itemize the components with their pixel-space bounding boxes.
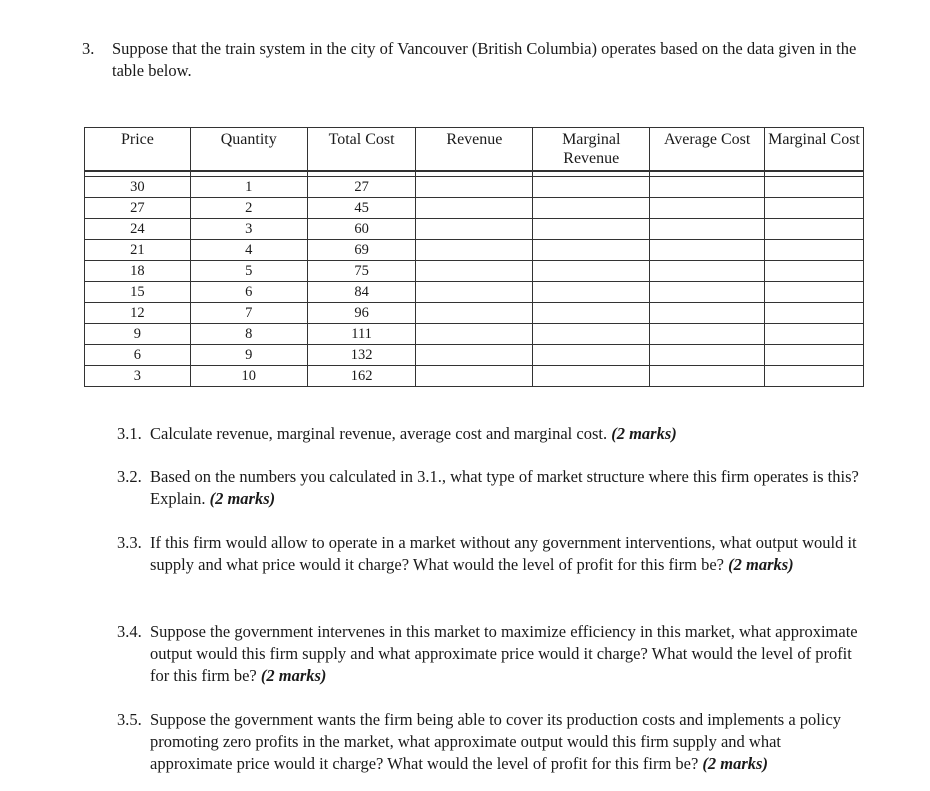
table-row — [85, 345, 864, 366]
cell-total-cost: 75 — [307, 261, 416, 282]
cell-price: 30 — [85, 177, 191, 198]
subquestion-number: 3.3. — [117, 533, 142, 552]
cell-total-cost: 96 — [307, 303, 416, 324]
cell-total-cost: 69 — [307, 240, 416, 261]
cell-marginal-revenue — [533, 240, 650, 261]
cell-average-cost — [650, 261, 765, 282]
cell-revenue — [416, 282, 533, 303]
cell-revenue — [416, 261, 533, 282]
table-row — [85, 261, 864, 282]
cell-marginal-revenue — [533, 345, 650, 366]
subquestion-text: Suppose the government wants the firm being able to cover its production costs and implements a policy promoting zero profits in the market, what approximate output would this firm supply and what approximate price would it charge? What would the level of profit for this firm be? — [150, 710, 842, 773]
cell-quantity: 5 — [190, 261, 307, 282]
header-price: Price — [85, 128, 191, 172]
table-row — [85, 240, 864, 261]
cell-revenue — [416, 366, 533, 387]
table-row — [85, 282, 864, 303]
subquestion-text: Suppose the government intervenes in this market to maximize efficiency in this market, what approximate output would this firm supply and what approximate price would it charge? What would the level of profit for this firm be? — [150, 622, 858, 685]
subquestion-text: Calculate revenue, marginal revenue, average cost and marginal cost. — [150, 424, 608, 443]
cell-total-cost: 27 — [307, 177, 416, 198]
cell-quantity: 3 — [190, 219, 307, 240]
subquestion-3-4 — [117, 621, 862, 687]
cell-price: 3 — [85, 366, 191, 387]
header-marginal-cost: Marginal Cost — [765, 128, 864, 172]
subquestion-number: 3.2. — [117, 467, 142, 486]
cell-quantity: 1 — [190, 177, 307, 198]
cell-price: 27 — [85, 198, 191, 219]
cell-average-cost — [650, 198, 765, 219]
cell-average-cost — [650, 324, 765, 345]
cell-price: 24 — [85, 219, 191, 240]
cell-quantity: 6 — [190, 282, 307, 303]
cell-revenue — [416, 198, 533, 219]
subquestion-marks: (2 marks) — [260, 666, 327, 685]
cell-average-cost — [650, 219, 765, 240]
cell-marginal-cost — [765, 198, 864, 219]
subquestion-body — [150, 532, 862, 576]
header-revenue: Revenue — [416, 128, 533, 172]
header-total-cost: Total Cost — [307, 128, 416, 172]
question-number: 3. — [82, 39, 95, 58]
cell-price: 15 — [85, 282, 191, 303]
cell-quantity: 4 — [190, 240, 307, 261]
table-row — [85, 303, 864, 324]
cell-marginal-cost — [765, 345, 864, 366]
subquestion-number: 3.5. — [117, 710, 142, 729]
question-3 — [82, 38, 882, 82]
cell-marginal-revenue — [533, 366, 650, 387]
cell-total-cost: 111 — [307, 324, 416, 345]
cell-marginal-cost — [765, 219, 864, 240]
cell-average-cost — [650, 240, 765, 261]
cell-revenue — [416, 324, 533, 345]
subquestion-body — [150, 466, 862, 510]
question-text: Suppose that the train system in the city of Vancouver (British Columbia) operates based on the data given in the table below. — [112, 39, 857, 80]
cell-revenue — [416, 219, 533, 240]
subquestion-3-2 — [117, 466, 862, 510]
header-average-cost: Average Cost — [650, 128, 765, 172]
header-quantity: Quantity — [190, 128, 307, 172]
cell-price: 12 — [85, 303, 191, 324]
cell-revenue — [416, 303, 533, 324]
subquestion-text: Based on the numbers you calculated in 3.1., what type of market structure where this firm operates is this? Explain. — [150, 467, 859, 508]
cell-revenue — [416, 240, 533, 261]
table-row — [85, 324, 864, 345]
cell-total-cost: 60 — [307, 219, 416, 240]
cell-marginal-cost — [765, 282, 864, 303]
cell-marginal-cost — [765, 303, 864, 324]
subquestion-marks: (2 marks) — [702, 754, 768, 773]
table-row — [85, 177, 864, 198]
subquestion-body — [150, 423, 862, 445]
subquestion-number: 3.1. — [117, 424, 142, 443]
subquestion-3-3 — [117, 532, 862, 576]
cell-average-cost — [650, 303, 765, 324]
subquestion-number: 3.4. — [117, 622, 142, 641]
data-table — [84, 127, 864, 387]
table-row — [85, 198, 864, 219]
cell-price: 6 — [85, 345, 191, 366]
cell-total-cost: 84 — [307, 282, 416, 303]
cell-quantity: 8 — [190, 324, 307, 345]
subquestion-marks: (2 marks) — [728, 555, 794, 574]
cell-average-cost — [650, 366, 765, 387]
cell-quantity: 2 — [190, 198, 307, 219]
cell-price: 9 — [85, 324, 191, 345]
cell-marginal-cost — [765, 261, 864, 282]
cell-marginal-revenue — [533, 177, 650, 198]
cell-total-cost: 132 — [307, 345, 416, 366]
cell-marginal-revenue — [533, 324, 650, 345]
cell-quantity: 9 — [190, 345, 307, 366]
table-row — [85, 219, 864, 240]
cell-average-cost — [650, 282, 765, 303]
table-row — [85, 366, 864, 387]
cell-marginal-cost — [765, 177, 864, 198]
subquestion-3-5 — [117, 709, 862, 775]
cell-total-cost: 45 — [307, 198, 416, 219]
subquestion-marks: (2 marks) — [209, 489, 276, 508]
cell-marginal-revenue — [533, 303, 650, 324]
cell-marginal-revenue — [533, 261, 650, 282]
cell-price: 21 — [85, 240, 191, 261]
cell-price: 18 — [85, 261, 191, 282]
subquestion-3-1 — [117, 423, 862, 445]
cell-marginal-revenue — [533, 198, 650, 219]
cell-revenue — [416, 345, 533, 366]
table-body — [85, 177, 864, 387]
header-marginal-revenue: Marginal Revenue — [533, 128, 650, 172]
cell-marginal-revenue — [533, 219, 650, 240]
cell-marginal-cost — [765, 324, 864, 345]
subquestion-body — [150, 621, 862, 687]
cell-quantity: 10 — [190, 366, 307, 387]
cell-average-cost — [650, 177, 765, 198]
cell-total-cost: 162 — [307, 366, 416, 387]
cell-average-cost — [650, 345, 765, 366]
cell-marginal-cost — [765, 240, 864, 261]
subquestion-text: If this firm would allow to operate in a market without any government interventions, what output would it supply and what price would it charge? What would the level of profit for this firm be? — [150, 533, 857, 574]
cell-marginal-revenue — [533, 282, 650, 303]
cell-quantity: 7 — [190, 303, 307, 324]
subquestion-marks: (2 marks) — [611, 424, 677, 443]
table-header-row — [85, 128, 864, 172]
cell-marginal-cost — [765, 366, 864, 387]
cell-revenue — [416, 177, 533, 198]
subquestion-body — [150, 709, 862, 775]
